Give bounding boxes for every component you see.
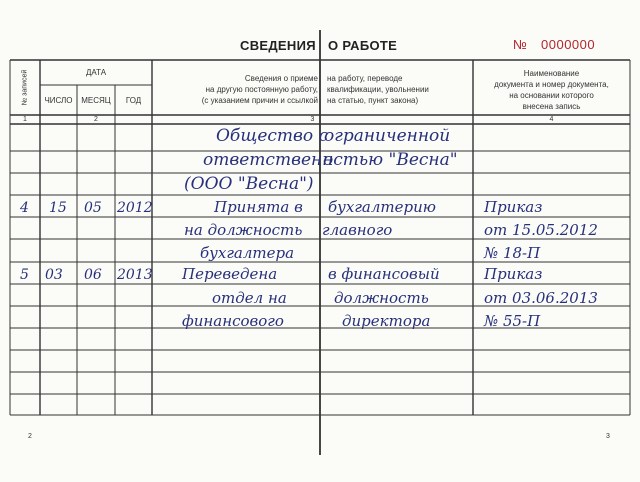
entry5-document-date: от 03.06.2013: [484, 289, 598, 307]
entry4-text-l1-right: бухгалтерию: [328, 198, 436, 216]
column-header-entry-number: [10, 60, 40, 115]
entry4-document-type: Приказ: [484, 198, 543, 216]
company-line1-right: ограниченной: [324, 126, 451, 146]
entry5-text-l1-left: Переведена: [182, 265, 278, 283]
entry5-year: 2013: [117, 267, 153, 283]
column-header-month: МЕСЯЦ: [81, 96, 111, 105]
company-line2-left: ответственн: [203, 150, 334, 170]
company-line1-left: Общество с: [216, 126, 329, 146]
entry5-number: 5: [20, 267, 29, 283]
series-number: 0000000: [541, 37, 596, 52]
page-number-left: 2: [28, 433, 32, 440]
company-line2-right: остью "Весна": [323, 150, 458, 170]
column-number-1: 1: [23, 116, 27, 123]
entry5-day: 03: [45, 267, 63, 283]
entry4-text-l3-left: бухгалтера: [200, 244, 295, 262]
entry4-text-l2-right: главного: [322, 221, 393, 239]
entry4-month: 05: [84, 200, 102, 216]
entry4-day: 15: [49, 200, 67, 216]
document-header-line: документа и номер документа,: [494, 80, 609, 89]
company-line3: (ООО "Весна"): [184, 174, 314, 194]
info-left-line: Сведения о приеме: [244, 74, 318, 83]
entry5-document-number: № 55-П: [484, 312, 541, 330]
series-sign: №: [513, 37, 527, 52]
entry4-document-number: № 18-П: [484, 244, 541, 262]
entry5-document-type: Приказ: [484, 265, 543, 283]
document-header-line: внесена запись: [522, 102, 581, 111]
column-number-3: 3: [310, 116, 315, 123]
entry5-text-l1-right: в финансовый: [328, 265, 440, 283]
info-right-line: квалификации, увольнении: [327, 85, 429, 94]
entry-number-label: № записей: [21, 69, 29, 106]
entry5-text-l3-left: финансового: [182, 312, 284, 330]
entry4-document-date: от 15.05.2012: [484, 221, 598, 239]
column-header-year: ГОД: [125, 96, 142, 105]
info-left-line: на другую постоянную работу,: [205, 85, 318, 94]
column-header-day: ЧИСЛО: [44, 96, 73, 105]
page-number-right: 3: [606, 433, 610, 440]
column-header-date: ДАТА: [85, 68, 107, 77]
info-left-line: (с указанием причин и ссылкой: [201, 96, 318, 105]
column-header-info-right: [327, 73, 473, 106]
document-header-line: на основании которого: [509, 91, 594, 100]
document-header-line: Наименование: [523, 69, 580, 78]
entry5-text-l2-left: отдел на: [212, 289, 287, 307]
column-number-4: 4: [549, 116, 554, 123]
entry4-text-l1-left: Принята в: [214, 198, 303, 216]
entry5-month: 06: [84, 267, 102, 283]
entry4-number: 4: [20, 200, 29, 216]
entry5-text-l2-right: должность: [334, 289, 429, 307]
entry5-text-l3-right: директора: [342, 312, 431, 330]
entry4-year: 2012: [117, 200, 153, 216]
column-number-2: 2: [94, 116, 98, 123]
info-right-line: на работу, переводе: [327, 74, 403, 83]
entry4-text-l2-left: на должность: [184, 221, 303, 239]
column-header-document: [473, 68, 630, 112]
column-header-info-left: [152, 73, 318, 106]
title-left: СВЕДЕНИЯ: [240, 38, 316, 53]
info-right-line: на статью, пункт закона): [327, 96, 419, 105]
title-right: О РАБОТЕ: [328, 38, 398, 53]
